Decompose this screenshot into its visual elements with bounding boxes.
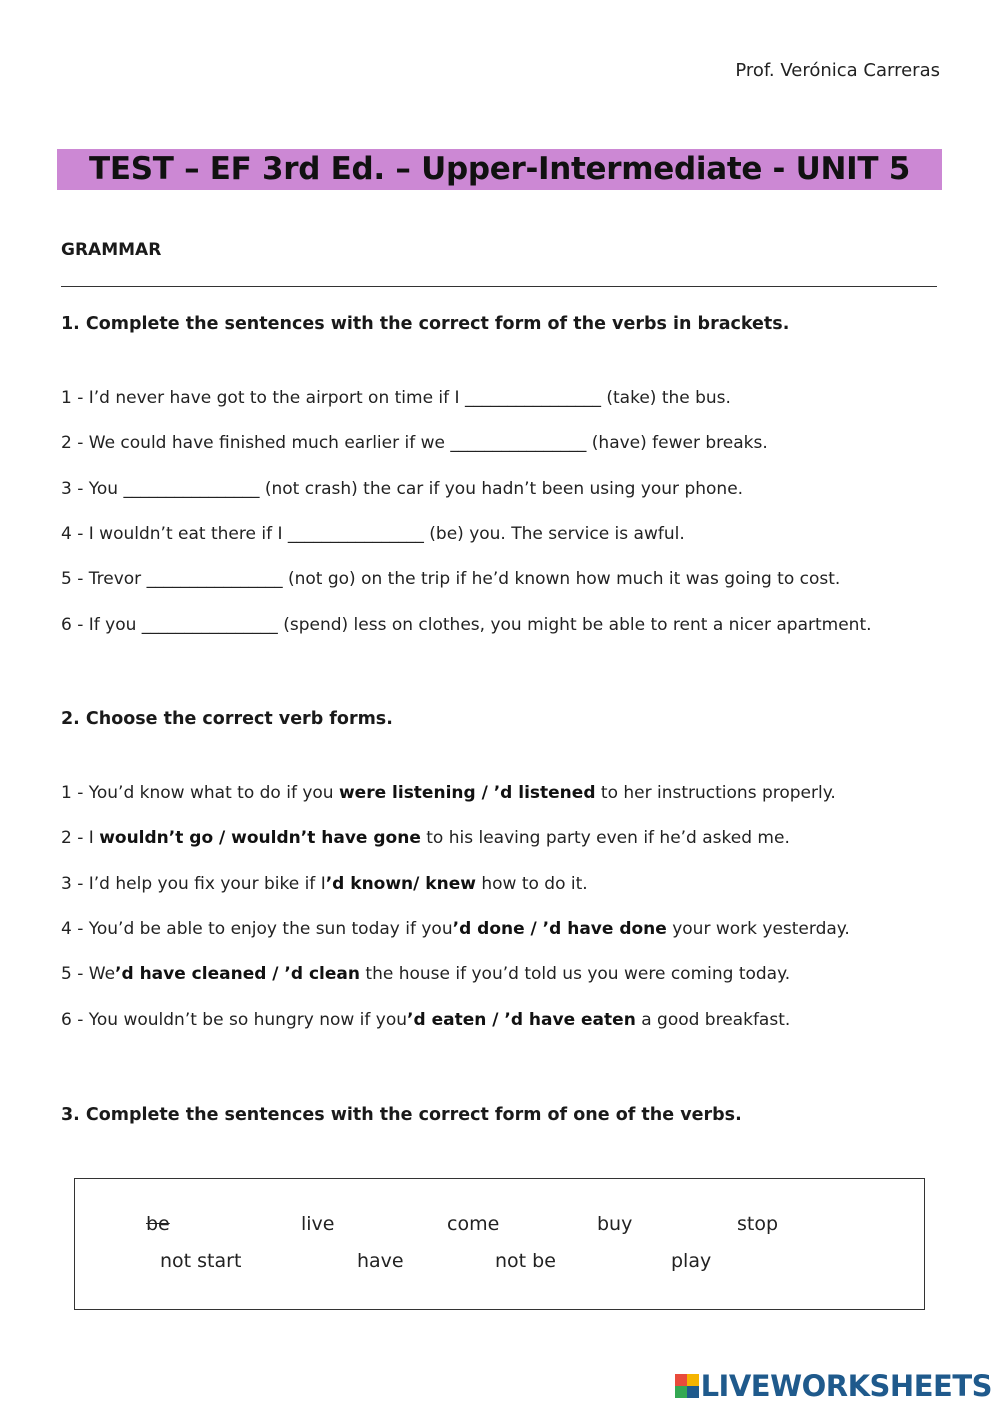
exercise1-item-1: 1 - I’d never have got to the airport on time if I ________________ (take) the bus. bbox=[61, 388, 731, 408]
exercise2-item-3-choices[interactable]: ’d known/ knew bbox=[325, 874, 476, 894]
exercise2-item-4 bbox=[61, 919, 850, 939]
exercise2-item-1-text-end: to her instructions properly. bbox=[595, 783, 836, 803]
page-title: TEST – EF 3rd Ed. – Upper-Intermediate - UNIT 5 bbox=[57, 149, 942, 190]
exercise2-item-6-text-end: a good breakfast. bbox=[635, 1010, 791, 1030]
exercise2-item-6 bbox=[61, 1010, 790, 1030]
exercise2-item-5-text-end: the house if you’d told us you were coming today. bbox=[360, 964, 791, 984]
liveworksheets-logo-text: LIVEWORKSHEETS bbox=[700, 1369, 992, 1403]
liveworksheets-logo[interactable] bbox=[675, 1369, 992, 1403]
exercise2-item-1-choices[interactable]: were listening / ’d listened bbox=[338, 783, 596, 803]
exercise1-item-2: 2 - We could have finished much earlier if we ________________ (have) fewer breaks. bbox=[61, 433, 768, 453]
exercise2-item-4-text: 4 - You’d be able to enjoy the sun today if you bbox=[61, 919, 453, 939]
exercise2-item-4-text-end: your work yesterday. bbox=[666, 919, 850, 939]
word-bank-word: not be bbox=[495, 1250, 556, 1272]
word-bank-word: buy bbox=[597, 1213, 633, 1235]
word-bank-box bbox=[74, 1178, 925, 1310]
word-bank-word: not start bbox=[160, 1250, 242, 1272]
word-bank-word: have bbox=[357, 1250, 404, 1272]
exercise3-heading: 3. Complete the sentences with the correct form of one of the verbs. bbox=[61, 1105, 742, 1125]
exercise2-heading: 2. Choose the correct verb forms. bbox=[61, 709, 393, 729]
exercise2-item-5-choices[interactable]: ’d have cleaned / ’d clean bbox=[115, 964, 360, 984]
exercise2-item-1 bbox=[61, 783, 836, 803]
exercise2-item-5 bbox=[61, 964, 790, 984]
exercise1-item-4: 4 - I wouldn’t eat there if I ________________ (be) you. The service is awful. bbox=[61, 524, 685, 544]
word-bank-word: live bbox=[301, 1213, 335, 1235]
section-divider bbox=[61, 286, 937, 287]
exercise1-item-6: 6 - If you ________________ (spend) less on clothes, you might be able to rent a nicer apartment. bbox=[61, 615, 872, 635]
exercise1-item-3: 3 - You ________________ (not crash) the car if you hadn’t been using your phone. bbox=[61, 479, 744, 499]
exercise1-heading: 1. Complete the sentences with the correct form of the verbs in brackets. bbox=[61, 314, 790, 334]
exercise2-item-6-text: 6 - You wouldn’t be so hungry now if you bbox=[61, 1010, 408, 1030]
exercise2-item-6-choices[interactable]: ’d eaten / ’d have eaten bbox=[407, 1010, 636, 1030]
word-bank-word: be bbox=[146, 1213, 170, 1235]
exercise2-item-2 bbox=[61, 828, 790, 848]
liveworksheets-logo-icon bbox=[675, 1374, 699, 1398]
exercise2-item-2-choices[interactable]: wouldn’t go / wouldn’t have gone bbox=[99, 828, 421, 848]
word-bank-word: play bbox=[671, 1250, 712, 1272]
author-name: Prof. Verónica Carreras bbox=[735, 60, 940, 81]
exercise2-item-1-text: 1 - You’d know what to do if you bbox=[61, 783, 339, 803]
exercise2-item-4-choices[interactable]: ’d done / ’d have done bbox=[452, 919, 667, 939]
section-label: GRAMMAR bbox=[61, 240, 162, 260]
exercise2-item-2-text: 2 - I bbox=[61, 828, 100, 848]
exercise2-item-3-text: 3 - I’d help you fix your bike if I bbox=[61, 874, 326, 894]
exercise1-item-5: 5 - Trevor ________________ (not go) on the trip if he’d known how much it was going to cost. bbox=[61, 569, 841, 589]
exercise2-item-2-text-end: to his leaving party even if he’d asked me. bbox=[420, 828, 790, 848]
word-bank-word: come bbox=[447, 1213, 500, 1235]
exercise2-item-3-text-end: how to do it. bbox=[475, 874, 588, 894]
word-bank-word: stop bbox=[737, 1213, 779, 1235]
exercise2-item-3 bbox=[61, 874, 588, 894]
exercise2-item-5-text: 5 - We bbox=[61, 964, 116, 984]
